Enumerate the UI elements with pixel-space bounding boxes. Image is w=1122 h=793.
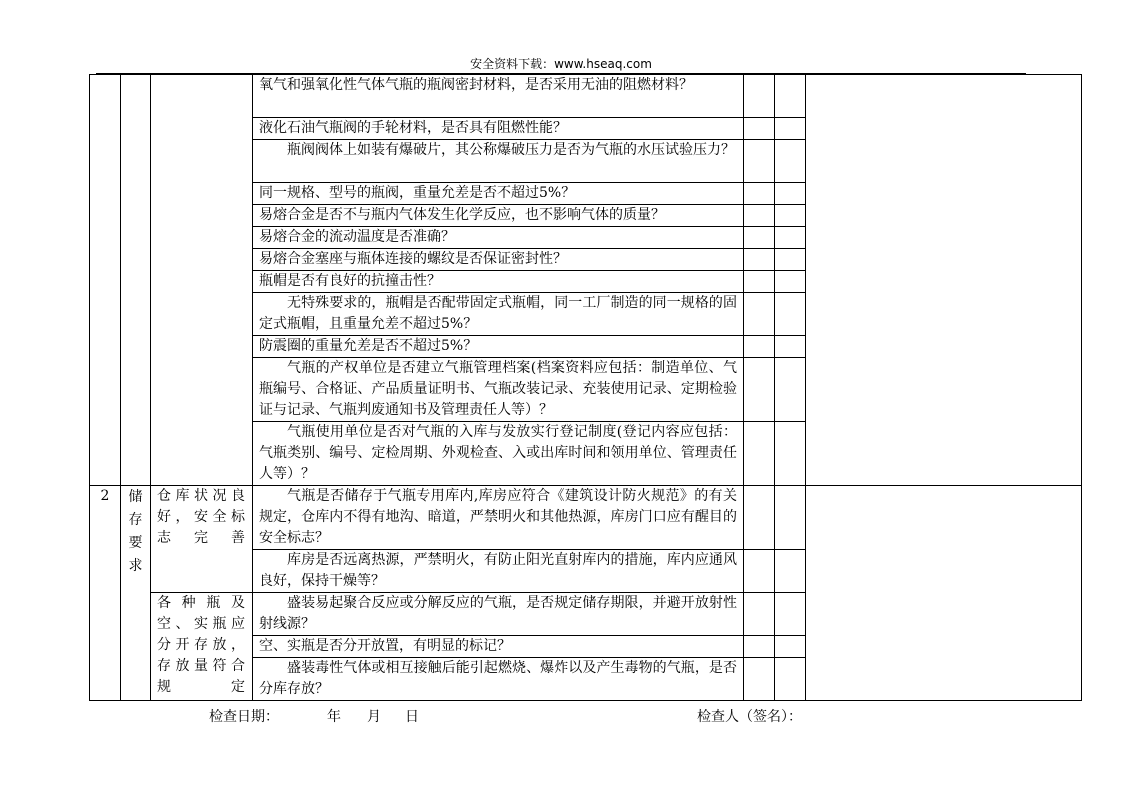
question-text: 空、实瓶是否分开放置，有明显的标记？: [259, 638, 511, 654]
question-text: 瓶阀阀体上如装有爆破片，其公称爆破压力是否为气瓶的水压试验压力？: [287, 142, 735, 158]
inspection-table: [89, 74, 1082, 701]
check-cell: [775, 271, 806, 293]
question-text: 氧气和强氧化性气体气瓶的瓶阀密封材料，是否采用无油的阻燃材料？: [259, 77, 693, 93]
question-text: 防震圈的重量允差是否不超过5%？: [259, 338, 478, 354]
check-cell: [744, 140, 775, 183]
question-text: 易熔合金的流动温度是否准确？: [259, 229, 455, 245]
page-header: 安全资料下载：www.hseaq.com: [470, 57, 652, 71]
question-cell: [253, 486, 744, 550]
check-cell: [775, 636, 806, 658]
year-label: 年: [327, 709, 341, 725]
check-cell: [775, 358, 806, 422]
check-cell: [744, 118, 775, 140]
check-cell: [744, 550, 775, 593]
question-cell: [253, 118, 744, 140]
remark-cell: [806, 486, 1082, 701]
question-cell: [253, 293, 744, 336]
question-cell: [253, 422, 744, 486]
question-text: 气瓶的产权单位是否建立气瓶管理档案(档案资料应包括：制造单位、气瓶编号、合格证、产品质量证明书、气瓶改装记录、充装使用记录、定期检验证与记录、气瓶判废通知书及管理责任人等）？: [259, 360, 737, 418]
question-cell: [253, 636, 744, 658]
question-text: 液化石油气瓶阀的手轮材料，是否具有阻燃性能？: [259, 120, 567, 136]
check-cell: [775, 593, 806, 636]
check-cell: [744, 486, 775, 550]
question-cell: [253, 358, 744, 422]
check-cell: [775, 205, 806, 227]
question-text: 库房是否远离热源，严禁明火，有防止阳光直射库内的措施，库内应通风良好，保持干燥等？: [259, 552, 737, 589]
question-cell: [253, 550, 744, 593]
item-label: 各种瓶及空、实瓶应分开存放，存放量符合规定: [157, 595, 246, 695]
check-cell: [775, 486, 806, 550]
question-cell: [253, 593, 744, 636]
question-text: 易熔合金塞座与瓶体连接的螺纹是否保证密封性？: [259, 251, 567, 267]
check-cell: [775, 227, 806, 249]
inspection-date: [209, 708, 419, 726]
question-text: 盛装易起聚合反应或分解反应的气瓶，是否规定储存期限，并避开放射性射线源？: [259, 595, 737, 632]
check-cell: [775, 183, 806, 205]
question-text: 易熔合金是否不与瓶内气体发生化学反应，也不影响气体的质量？: [259, 207, 665, 223]
check-cell: [744, 293, 775, 336]
check-cell: [744, 183, 775, 205]
check-cell: [775, 658, 806, 701]
question-cell: [253, 75, 744, 118]
item-cell: [151, 486, 253, 593]
check-cell: [744, 75, 775, 118]
check-cell: [775, 75, 806, 118]
question-cell: [253, 249, 744, 271]
table-row: [90, 75, 1082, 118]
check-cell: [744, 205, 775, 227]
date-label: 检查日期：: [209, 709, 279, 725]
question-cell: [253, 227, 744, 249]
check-cell: [744, 227, 775, 249]
item-cell: [151, 75, 253, 486]
check-cell: [744, 271, 775, 293]
check-cell: [744, 593, 775, 636]
check-cell: [775, 336, 806, 358]
question-cell: [253, 271, 744, 293]
item-cell: [151, 593, 253, 701]
remark-cell: [806, 75, 1082, 486]
check-cell: [744, 658, 775, 701]
check-cell: [775, 550, 806, 593]
question-text: 瓶帽是否有良好的抗撞击性？: [259, 273, 441, 289]
question-cell: [253, 336, 744, 358]
check-cell: [775, 140, 806, 183]
question-text: 气瓶是否储存于气瓶专用库内,库房应符合《建筑设计防火规范》的有关规定，仓库内不得有地沟、暗道，严禁明火和其他热源，库房门口应有醒目的安全标志？: [259, 488, 737, 546]
category-label: 储存要求: [128, 489, 143, 574]
question-cell: [253, 183, 744, 205]
question-cell: [253, 205, 744, 227]
check-cell: [744, 358, 775, 422]
check-cell: [744, 336, 775, 358]
check-cell: [744, 249, 775, 271]
row-number-cell: 2: [90, 486, 121, 701]
check-cell: [744, 422, 775, 486]
question-text: 盛装毒性气体或相互接触后能引起燃烧、爆炸以及产生毒物的气瓶，是否分库存放？: [259, 660, 737, 697]
month-label: 月: [367, 709, 381, 725]
category-cell: [121, 486, 151, 701]
check-cell: [775, 249, 806, 271]
inspector-signature: 检查人（签名）：: [697, 709, 802, 725]
item-label: 仓库状况良好，安全标志完善: [157, 488, 246, 546]
check-cell: [775, 118, 806, 140]
check-cell: [775, 293, 806, 336]
question-cell: [253, 140, 744, 183]
check-cell: [775, 422, 806, 486]
question-text: 同一规格、型号的瓶阀，重量允差是否不超过5%？: [259, 185, 576, 201]
day-label: 日: [405, 709, 419, 725]
row-number-cell: [90, 75, 121, 486]
table-row: [90, 486, 1082, 550]
question-text: 气瓶使用单位是否对气瓶的入库与发放实行登记制度(登记内容应包括：气瓶类别、编号、定检周期、外观检查、入或出库时间和领用单位、管理责任人等）？: [259, 424, 737, 482]
question-cell: [253, 658, 744, 701]
category-cell: [121, 75, 151, 486]
question-text: 无特殊要求的，瓶帽是否配带固定式瓶帽，同一工厂制造的同一规格的固定式瓶帽，且重量允差不超过5%？: [259, 295, 737, 332]
check-cell: [744, 636, 775, 658]
